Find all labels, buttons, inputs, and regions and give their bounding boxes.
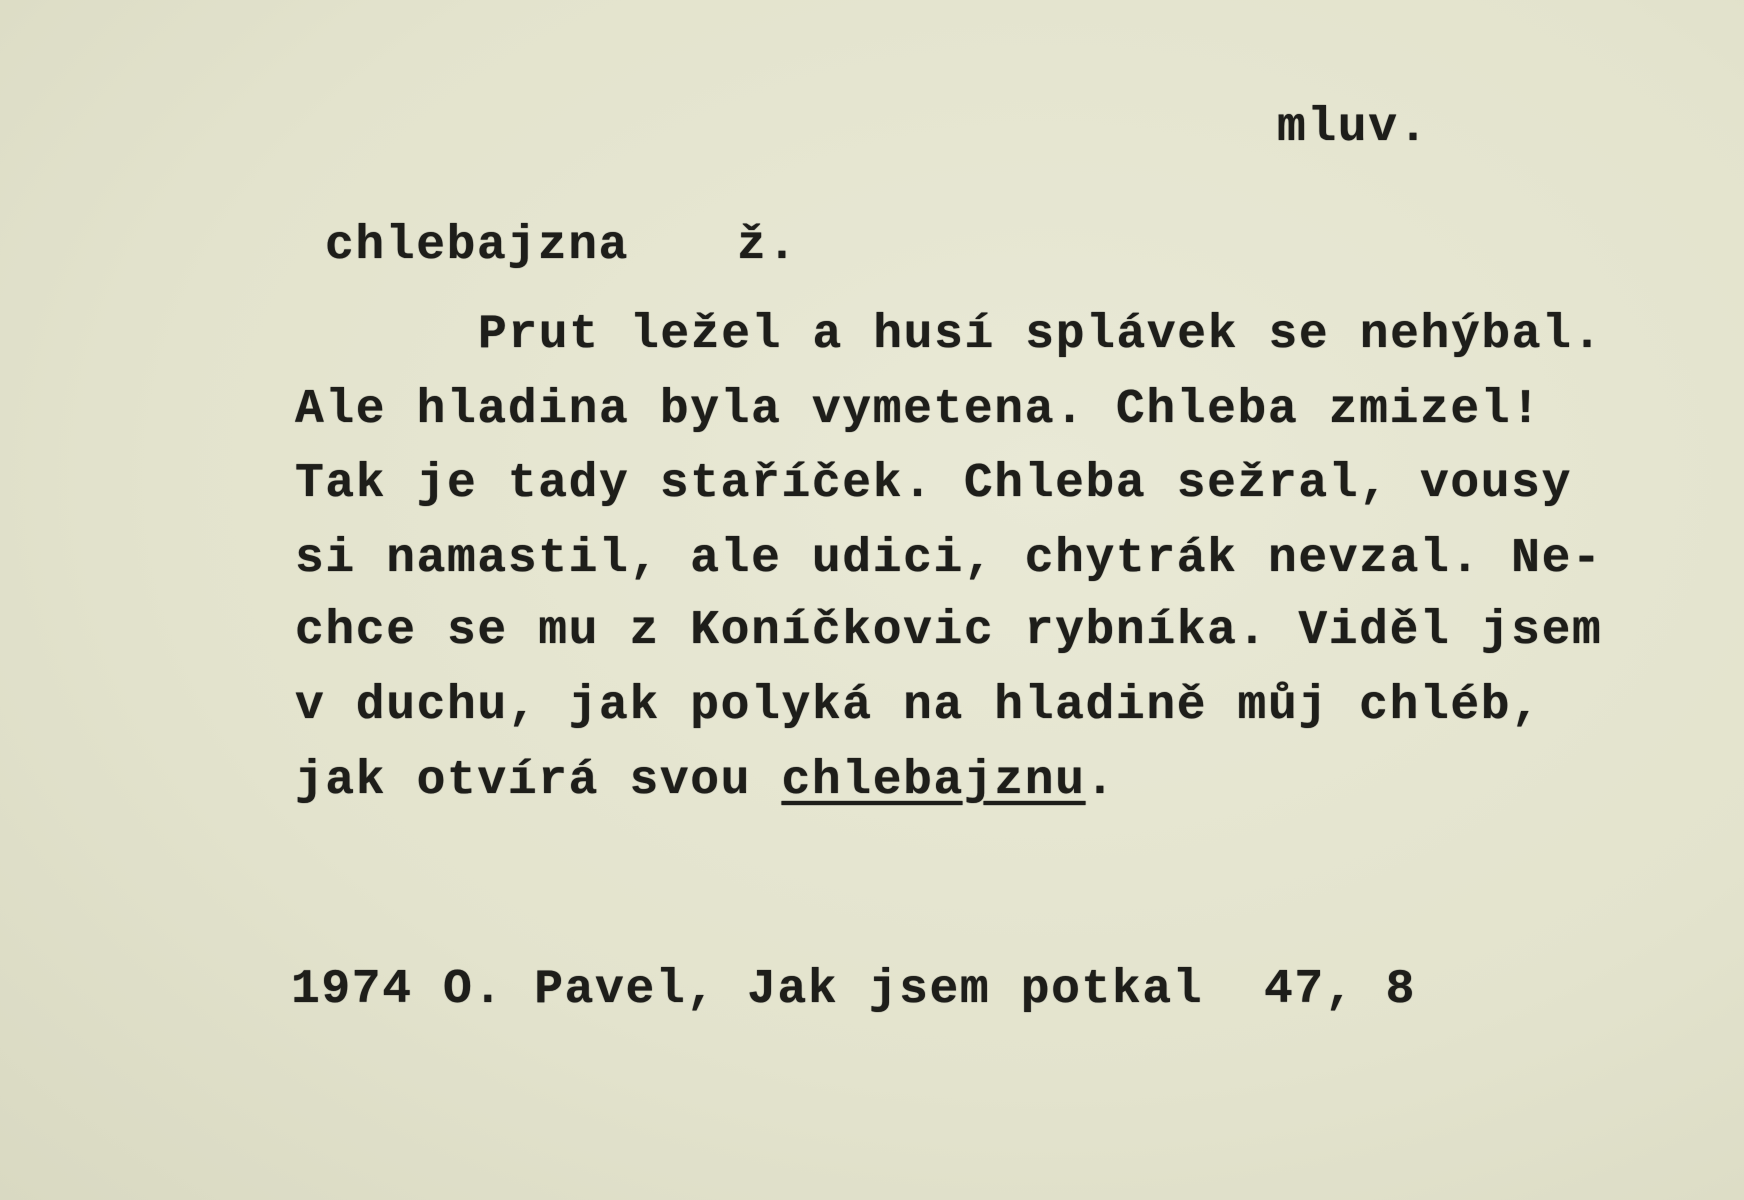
headword: chlebajzna (325, 219, 630, 273)
text: jak otvírá svou (295, 754, 782, 808)
text-line: Ale hladina byla vymetena. Chleba zmizel! (295, 383, 1542, 437)
text-line: Tak je tady staříček. Chleba sežral, vousy (295, 457, 1572, 511)
text-line: si namastil, ale udici, chytrák nevzal. Ne- (295, 532, 1603, 586)
text-line: v duchu, jak polyká na hladině můj chléb, (295, 679, 1542, 733)
text-line: chce se mu z Koníčkovic rybníka. Viděl jsem (295, 604, 1603, 658)
text: . (1085, 754, 1116, 808)
register-label: mluv. (1277, 101, 1430, 155)
underlined-headword: chlebajznu (781, 754, 1086, 808)
text-line-last (295, 754, 1116, 808)
gender-label: ž. (737, 219, 798, 273)
citation: 1974 O. Pavel, Jak jsem potkal 47, 8 (291, 963, 1416, 1017)
entry-header (325, 219, 798, 273)
text-line: Prut ležel a husí splávek se nehýbal. (478, 308, 1603, 362)
